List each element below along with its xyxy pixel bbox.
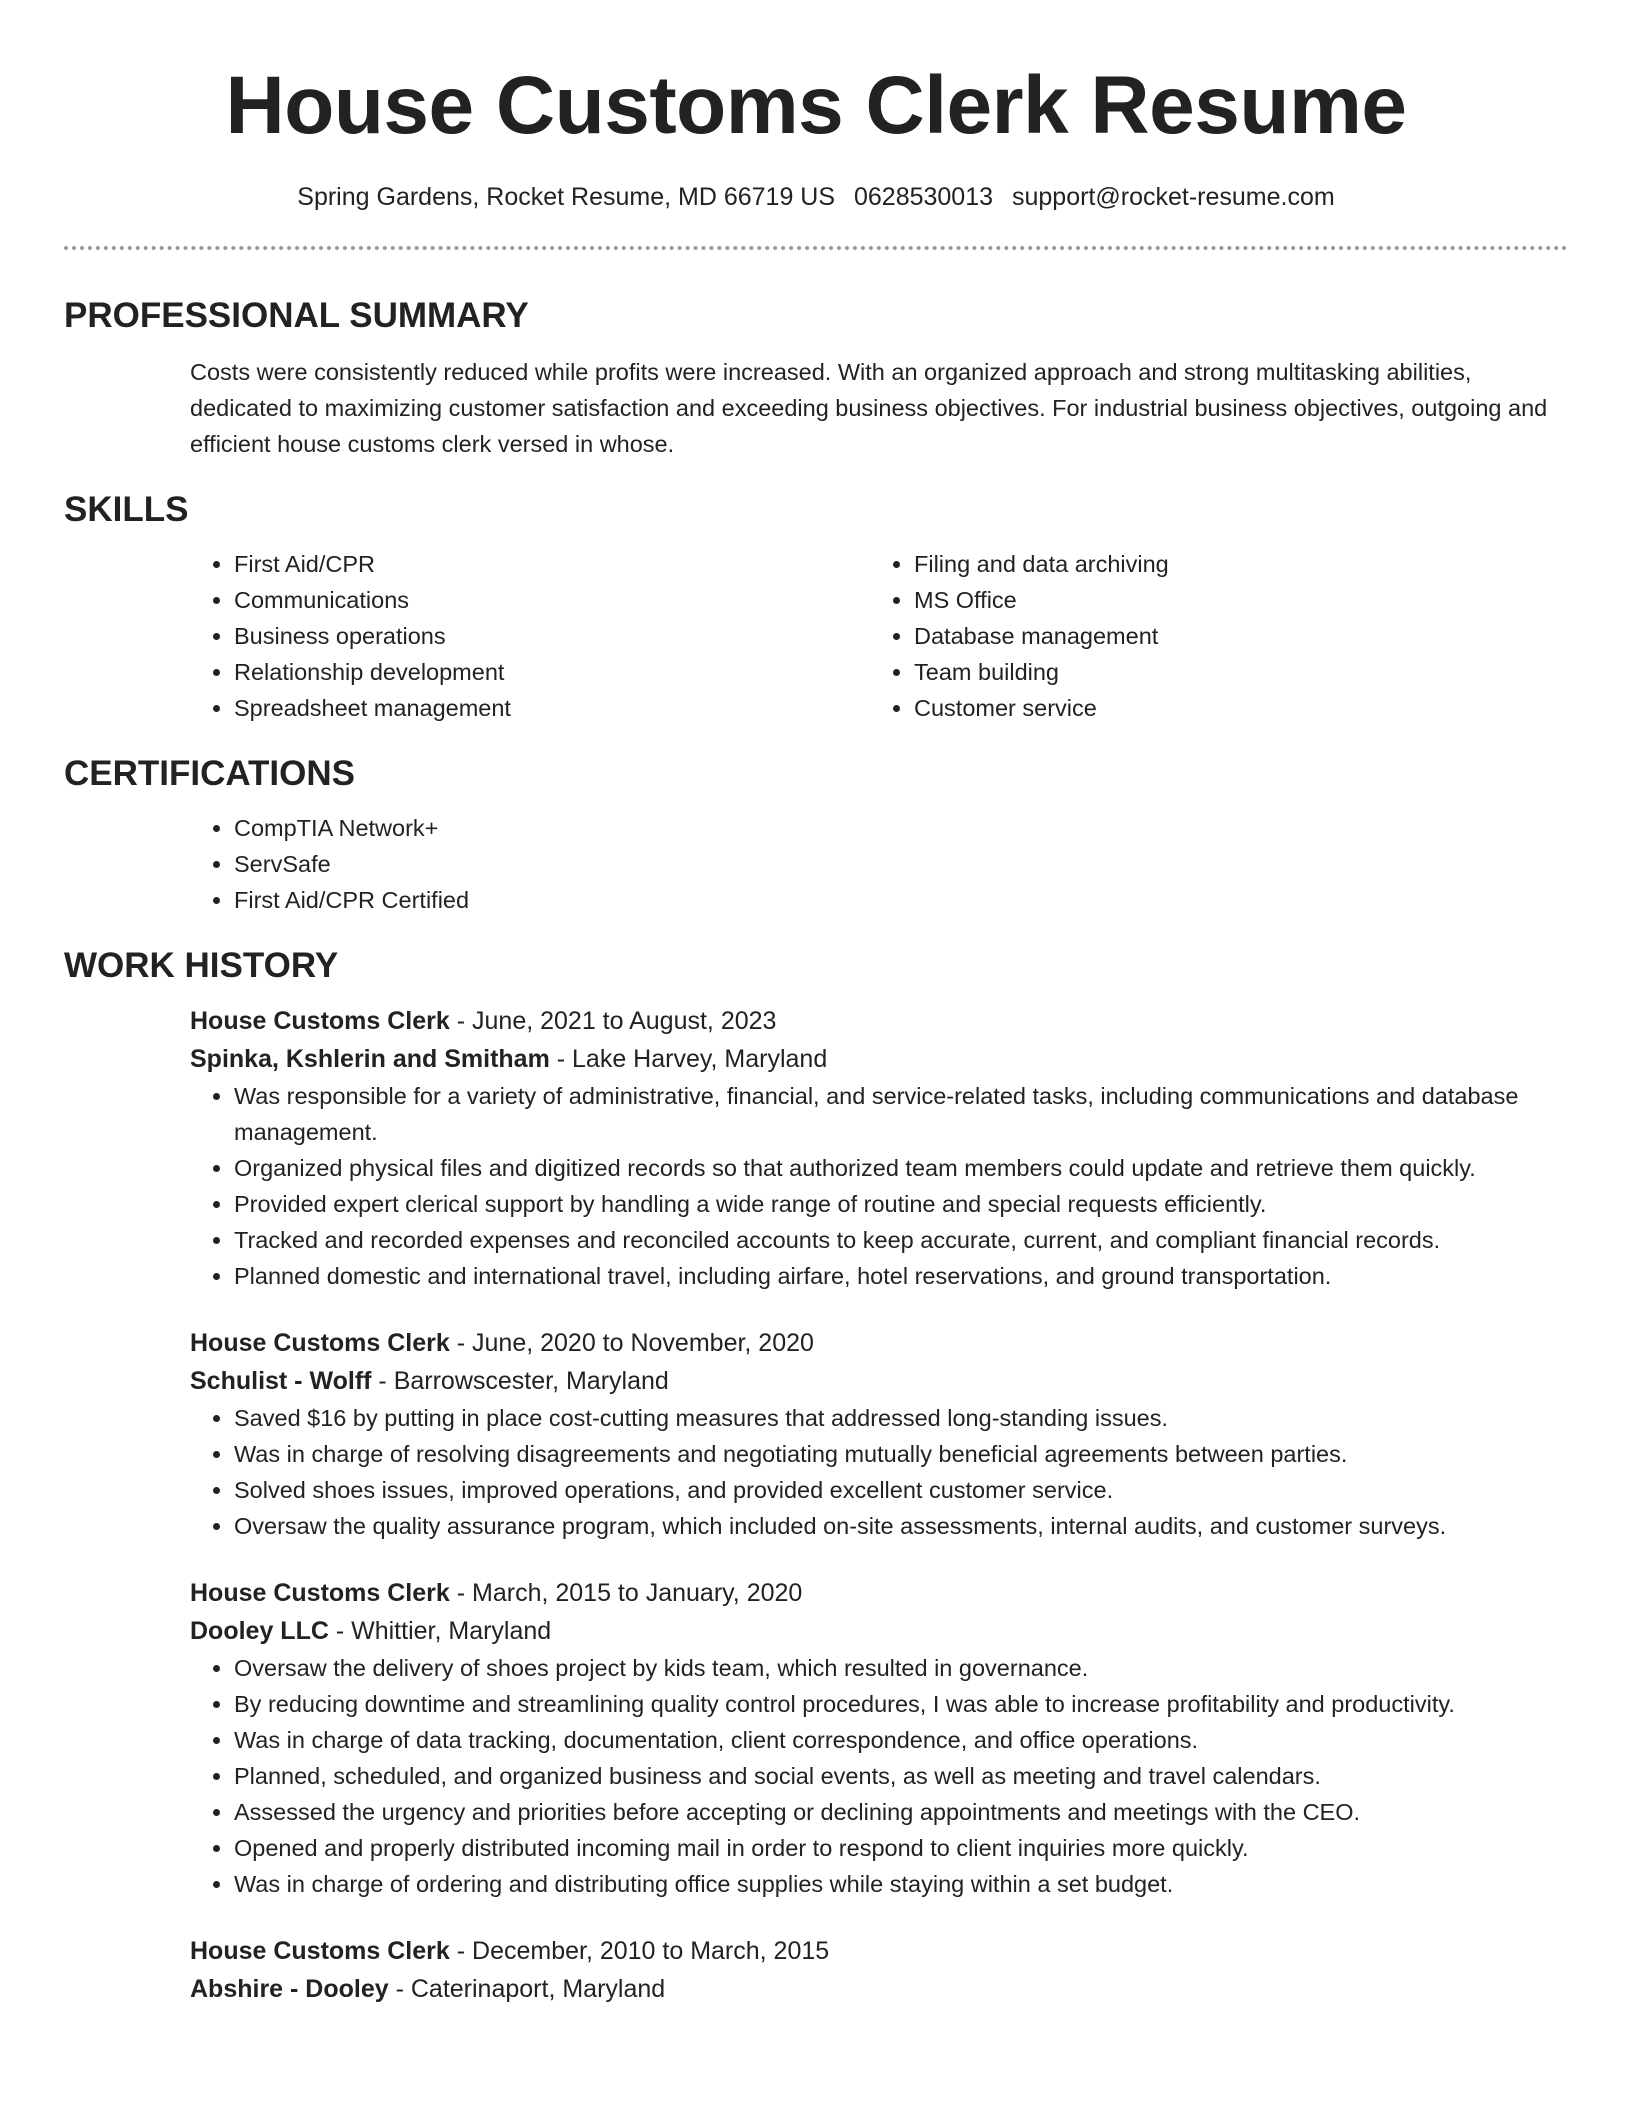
skill-item: • Customer service <box>914 690 1550 726</box>
job-title-line <box>190 1324 1568 1362</box>
job-bullet: • Oversaw the quality assurance program, which included on-site assessments, internal audits, and customer surveys. <box>234 1508 1568 1544</box>
skills-grid <box>190 546 1568 726</box>
skills-heading: SKILLS <box>64 490 189 529</box>
job-bullet: • Was in charge of data tracking, documentation, client correspondence, and office operations. <box>234 1722 1568 1758</box>
job-dates: - December, 2010 to March, 2015 <box>449 1937 830 1965</box>
skills-column-left <box>190 546 870 726</box>
summary-text: Costs were consistently reduced while profits were increased. With an organized approach and strong multitasking abilities, dedicated to maximizing customer satisfaction and exceeding business objectives. For industrial business objectives, outgoing and efficient house customs clerk versed in whose. <box>190 359 1548 457</box>
job-title-line <box>190 1932 1568 1970</box>
job-dates: - March, 2015 to January, 2020 <box>449 1579 803 1607</box>
job-bullets <box>190 1078 1568 1294</box>
contact-line <box>64 180 1568 214</box>
summary-section <box>64 294 1568 462</box>
job-company-line <box>190 1040 1568 1078</box>
job-location: - Barrowscester, Maryland <box>371 1367 669 1395</box>
contact-address: Spring Gardens, Rocket Resume, MD 66719 US <box>297 183 836 211</box>
job-company: Abshire - Dooley <box>190 1975 389 2003</box>
job-title-line <box>190 1574 1568 1612</box>
resume-title: House Customs Clerk Resume <box>225 60 1407 151</box>
work-history-heading: WORK HISTORY <box>64 946 339 985</box>
skill-item: • Communications <box>234 582 870 618</box>
skill-item: • Business operations <box>234 618 870 654</box>
contact-phone: 0628530013 <box>853 183 994 211</box>
job-entry <box>190 1324 1568 1544</box>
skills-section <box>64 488 1568 726</box>
job-dates: - June, 2020 to November, 2020 <box>449 1329 814 1357</box>
job-entry <box>190 1002 1568 1294</box>
job-company-line <box>190 1612 1568 1650</box>
job-company: Spinka, Kshlerin and Smitham <box>190 1045 550 1073</box>
job-location: - Lake Harvey, Maryland <box>549 1045 828 1073</box>
job-bullet: • Was in charge of ordering and distributing office supplies while staying within a set budget. <box>234 1866 1568 1902</box>
skill-item: • Team building <box>914 654 1550 690</box>
work-history-section <box>64 944 1568 2008</box>
skill-item: • Relationship development <box>234 654 870 690</box>
job-title: House Customs Clerk <box>190 1329 450 1357</box>
certification-item: • CompTIA Network+ <box>234 810 1568 846</box>
job-bullets <box>190 1400 1568 1544</box>
certifications-list <box>190 810 1568 918</box>
job-bullet: • By reducing downtime and streamlining quality control procedures, I was able to increase profitability and productivity. <box>234 1686 1568 1722</box>
job-bullet: • Planned, scheduled, and organized business and social events, as well as meeting and travel calendars. <box>234 1758 1568 1794</box>
job-bullet: • Saved $16 by putting in place cost-cutting measures that addressed long-standing issues. <box>234 1400 1568 1436</box>
skill-item: • Database management <box>914 618 1550 654</box>
job-bullet: • Oversaw the delivery of shoes project by kids team, which resulted in governance. <box>234 1650 1568 1686</box>
job-company-line <box>190 1970 1568 2008</box>
job-bullets <box>190 1650 1568 1902</box>
job-bullet: • Solved shoes issues, improved operations, and provided excellent customer service. <box>234 1472 1568 1508</box>
job-bullet: • Provided expert clerical support by handling a wide range of routine and special requests efficiently. <box>234 1186 1568 1222</box>
skill-item: • MS Office <box>914 582 1550 618</box>
job-location: - Caterinaport, Maryland <box>388 1975 666 2003</box>
certifications-heading: CERTIFICATIONS <box>64 754 356 793</box>
job-bullet: • Organized physical files and digitized records so that authorized team members could update and retrieve them quickly. <box>234 1150 1568 1186</box>
skill-item: • Filing and data archiving <box>914 546 1550 582</box>
job-company-line <box>190 1362 1568 1400</box>
contact-email: support@rocket-resume.com <box>1011 183 1335 211</box>
job-company: Schulist - Wolff <box>190 1367 372 1395</box>
certifications-section <box>64 752 1568 918</box>
header-divider <box>64 246 1568 250</box>
job-bullet: • Assessed the urgency and priorities before accepting or declining appointments and meetings with the CEO. <box>234 1794 1568 1830</box>
skill-item: • Spreadsheet management <box>234 690 870 726</box>
skill-item: • First Aid/CPR <box>234 546 870 582</box>
job-entry <box>190 1574 1568 1902</box>
certification-item: • First Aid/CPR Certified <box>234 882 1568 918</box>
job-dates: - June, 2021 to August, 2023 <box>449 1007 777 1035</box>
job-title: House Customs Clerk <box>190 1007 450 1035</box>
job-company: Dooley LLC <box>190 1617 329 1645</box>
job-bullet: • Was responsible for a variety of administrative, financial, and service-related tasks, including communications and database management. <box>234 1078 1568 1150</box>
jobs-list <box>190 1002 1568 2008</box>
certification-item: • ServSafe <box>234 846 1568 882</box>
job-bullet: • Tracked and recorded expenses and reconciled accounts to keep accurate, current, and compliant financial records. <box>234 1222 1568 1258</box>
summary-heading: PROFESSIONAL SUMMARY <box>64 296 529 335</box>
job-entry <box>190 1932 1568 2008</box>
resume-page <box>64 0 1568 2038</box>
job-title: House Customs Clerk <box>190 1937 450 1965</box>
job-title-line <box>190 1002 1568 1040</box>
job-bullet: • Planned domestic and international travel, including airfare, hotel reservations, and ground transportation. <box>234 1258 1568 1294</box>
job-title: House Customs Clerk <box>190 1579 450 1607</box>
job-bullet: • Was in charge of resolving disagreements and negotiating mutually beneficial agreements between parties. <box>234 1436 1568 1472</box>
job-bullet: • Opened and properly distributed incoming mail in order to respond to client inquiries more quickly. <box>234 1830 1568 1866</box>
skills-column-right <box>870 546 1550 726</box>
job-location: - Whittier, Maryland <box>328 1617 552 1645</box>
